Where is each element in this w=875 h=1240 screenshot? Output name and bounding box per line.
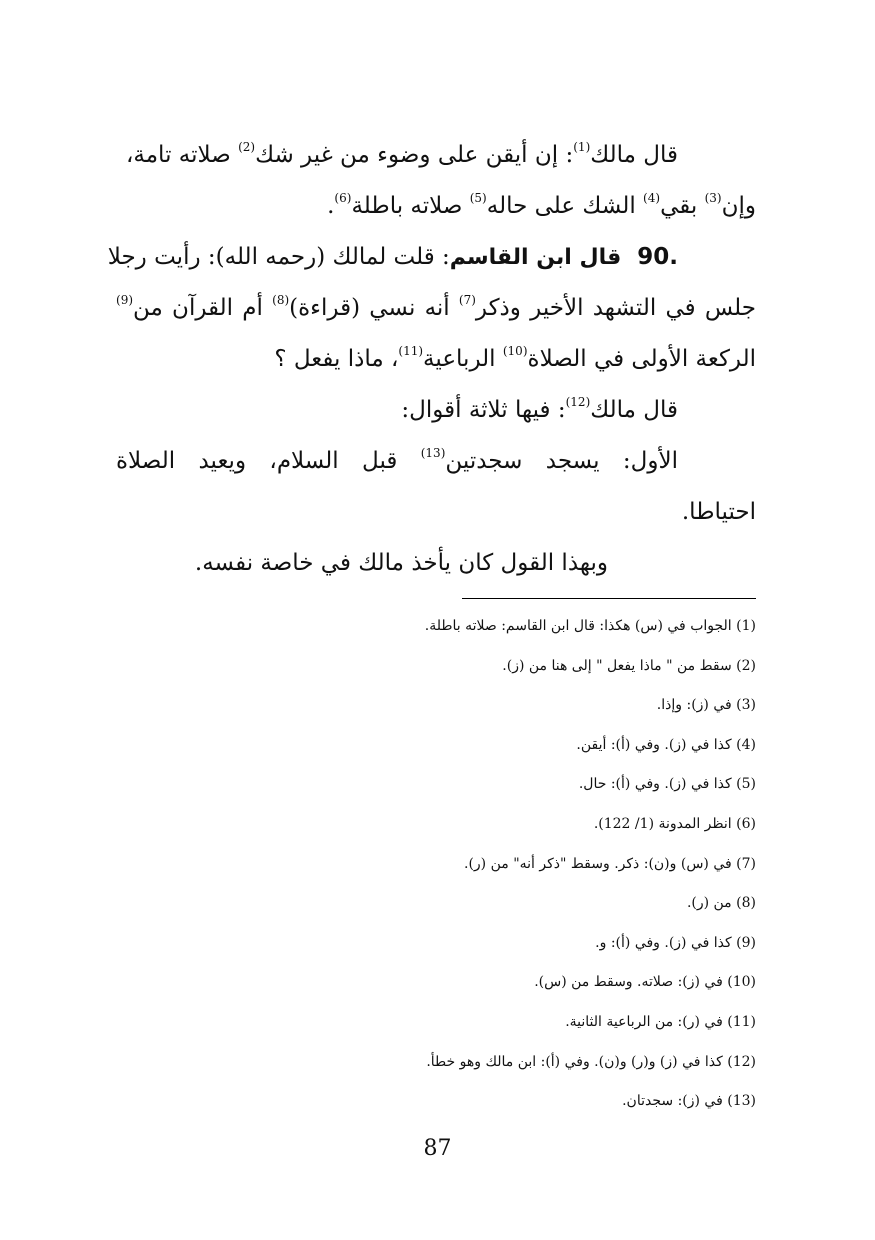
footnote-text: الجواب في (س) هكذا: قال ابن القاسم: صلاته باطلة. bbox=[424, 618, 737, 634]
footnote-text: من (ر). bbox=[686, 895, 737, 912]
footnote-text: في (ر): من الرباعية الثانية. bbox=[565, 1013, 728, 1030]
text-run: قال مالك bbox=[590, 397, 678, 423]
text-run: وإن bbox=[721, 193, 756, 219]
text-run: الشك على حاله bbox=[486, 193, 644, 219]
footnote-1 bbox=[116, 611, 756, 651]
paragraph-line-5 bbox=[116, 334, 756, 385]
text-run: صلاته باطلة bbox=[351, 193, 470, 219]
footnote-10 bbox=[116, 967, 756, 1007]
paragraph-line-1 bbox=[116, 130, 756, 181]
footnote-ref-12: (12) bbox=[565, 395, 591, 409]
footnote-number: (11) bbox=[727, 1013, 756, 1030]
footnote-3 bbox=[116, 690, 756, 730]
footnote-ref-8: (8) bbox=[272, 293, 290, 307]
text-run: : قلت لمالك (رحمه الله): رأيت رجلا bbox=[107, 244, 450, 270]
text-run: بقي bbox=[660, 193, 705, 219]
footnote-11 bbox=[116, 1007, 756, 1047]
footnote-ref-5: (5) bbox=[469, 191, 487, 205]
footnote-ref-1: (1) bbox=[573, 140, 591, 154]
footnote-4 bbox=[116, 730, 756, 770]
text-run: جلس في التشهد الأخير وذكر bbox=[475, 295, 756, 321]
footnote-text: كذا في (ز). وفي (أ): أيقن. bbox=[576, 736, 737, 753]
footnote-number: (13) bbox=[727, 1093, 756, 1110]
paragraph-line-7 bbox=[116, 436, 756, 487]
text-run: أنه نسي (قراءة) bbox=[289, 295, 459, 321]
footnote-ref-4: (4) bbox=[643, 191, 661, 205]
footnote-number: (8) bbox=[736, 895, 756, 912]
footnote-2 bbox=[116, 651, 756, 691]
footnote-number: (5) bbox=[736, 776, 756, 793]
paragraph-line-3 bbox=[107, 232, 756, 283]
footnote-text: في (ز): سجدتان. bbox=[622, 1093, 728, 1110]
footnote-ref-2: (2) bbox=[238, 140, 256, 154]
main-text bbox=[107, 130, 756, 589]
footnote-text: كذا في (ز). وفي (أ): و. bbox=[595, 934, 737, 951]
footnote-number: (10) bbox=[727, 974, 756, 991]
text-run: . bbox=[327, 193, 335, 219]
footnote-ref-6: (6) bbox=[334, 191, 352, 205]
text-run: أم القرآن من bbox=[133, 295, 273, 321]
footnote-8 bbox=[116, 888, 756, 928]
footnote-text: كذا في (ز). وفي (أ): حال. bbox=[578, 776, 737, 793]
footnote-text: سقط من " ماذا يفعل " إلى هنا من (ز). bbox=[502, 657, 737, 674]
footnote-13 bbox=[116, 1086, 756, 1126]
footnote-number: (6) bbox=[736, 815, 756, 832]
footnote-12 bbox=[116, 1047, 756, 1087]
footnote-text: انظر المدونة (1/ 122). bbox=[593, 815, 737, 832]
paragraph-line-4 bbox=[116, 283, 756, 334]
footnote-5 bbox=[116, 769, 756, 809]
footnote-number: (12) bbox=[727, 1053, 756, 1070]
footnote-ref-11: (11) bbox=[398, 344, 424, 358]
footnote-number: (9) bbox=[736, 934, 756, 951]
text-run: صلاته تامة، bbox=[125, 142, 239, 168]
footnotes bbox=[116, 611, 756, 1126]
footnote-number: (7) bbox=[736, 855, 756, 872]
footnote-ref-3: (3) bbox=[704, 191, 722, 205]
footnote-text: كذا في (ز) و(ر) و(ن). وفي (أ): ابن مالك وهو خطأ. bbox=[426, 1053, 728, 1070]
footnote-ref-13: (13) bbox=[420, 446, 446, 460]
footnote-ref-9: (9) bbox=[116, 293, 134, 307]
speaker-name: قال ابن القاسم bbox=[449, 245, 622, 270]
footnote-ref-7: (7) bbox=[458, 293, 476, 307]
paragraph-line-8: احتياطا. bbox=[681, 499, 756, 525]
paragraph-number: 90. bbox=[637, 244, 678, 270]
footnote-ref-10: (10) bbox=[502, 344, 528, 358]
text-run: : فيها ثلاثة أقوال: bbox=[401, 397, 566, 423]
footnote-7 bbox=[116, 849, 756, 889]
page-number: 87 bbox=[423, 1136, 452, 1161]
text-run: قال مالك bbox=[590, 142, 678, 168]
text-run: الأول: يسجد سجدتين bbox=[445, 448, 678, 474]
text-run: الرباعية bbox=[423, 346, 503, 372]
footnote-number: (4) bbox=[736, 736, 756, 753]
paragraph-line-9: وبهذا القول كان يأخذ مالك في خاصة نفسه. bbox=[194, 550, 608, 576]
footnote-9 bbox=[116, 928, 756, 968]
text-run: ، ماذا يفعل ؟ bbox=[274, 346, 399, 372]
footnote-number: (2) bbox=[736, 657, 756, 674]
footnote-text: في (ز): صلاته. وسقط من (س). bbox=[534, 974, 728, 991]
footnote-text: في (ز): وإذا. bbox=[656, 697, 737, 714]
paragraph-line-6 bbox=[116, 385, 756, 436]
text-run: : إن أيقن على وضوء من غير شك bbox=[255, 142, 574, 168]
footnote-number: (3) bbox=[736, 697, 756, 714]
paragraph-line-2 bbox=[116, 181, 756, 232]
text-run: قبل السلام، ويعيد الصلاة bbox=[116, 448, 421, 474]
footnote-separator bbox=[462, 598, 756, 599]
footnote-text: في (س) و(ن): ذكر. وسقط "ذكر أنه" من (ر). bbox=[464, 855, 737, 872]
footnote-6 bbox=[116, 809, 756, 849]
footnote-number: (1) bbox=[736, 618, 756, 634]
text-run: الركعة الأولى في الصلاة bbox=[527, 346, 756, 372]
